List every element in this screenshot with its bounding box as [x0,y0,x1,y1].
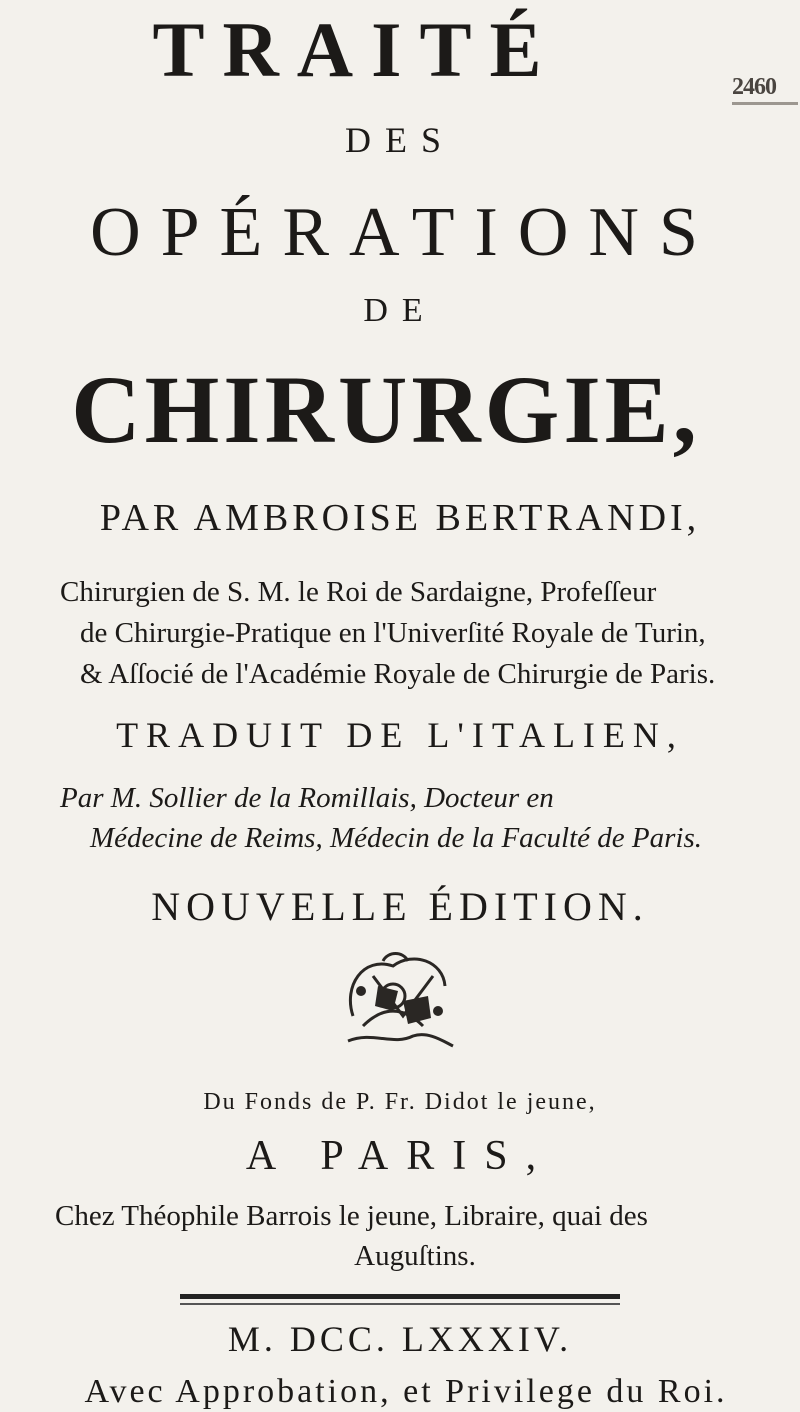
author-line: PAR AMBROISE BERTRANDI, [99,497,701,539]
title-line-2: DES [344,120,455,160]
translator-line-2: Médecine de Reims, Médecin de la Faculté de Paris. [90,822,702,854]
title-line-4: DE [363,292,437,329]
description-line-2: de Chirurgie-Pratique en l'Univerſité Royale de Turin, [80,617,706,649]
publisher-line-2: Auguſtins. [354,1240,476,1272]
publisher-block [55,1196,775,1276]
publisher-line-1: Chez Théophile Barrois le jeune, Libraire, quai des [55,1200,648,1232]
approbation-line: Avec Approbation, et Privilege du Roi. [84,1373,728,1410]
translator-block [60,778,760,858]
publication-date: M. DCC. LXXXIV. [227,1319,573,1359]
edition-line: NOUVELLE ÉDITION. [151,884,649,929]
divider-rule-thin [180,1303,620,1305]
author-description [60,572,760,695]
translation-note: TRADUIT DE L'ITALIEN, [116,715,684,755]
title-line-1: TRAITÉ [152,6,560,93]
divider-rule-thick [180,1294,620,1299]
city-line: A PARIS, [245,1133,555,1179]
title-line-5: CHIRURGIE, [71,356,701,463]
shelfmark-rule [732,102,798,105]
fonds-line: Du Fonds de P. Fr. Didot le jeune, [203,1089,597,1115]
description-line-1: Chirurgien de S. M. le Roi de Sardaigne, Profeſſeur [60,576,657,608]
shelfmark: 2460 [732,74,776,100]
translator-line-1: Par M. Sollier de la Romillais, Docteur en [60,782,554,814]
printer-ornament-icon [333,946,465,1054]
description-line-3: & Aſſocié de l'Académie Royale de Chirurgie de Paris. [80,658,716,690]
title-line-3: OPÉRATIONS [90,194,718,271]
